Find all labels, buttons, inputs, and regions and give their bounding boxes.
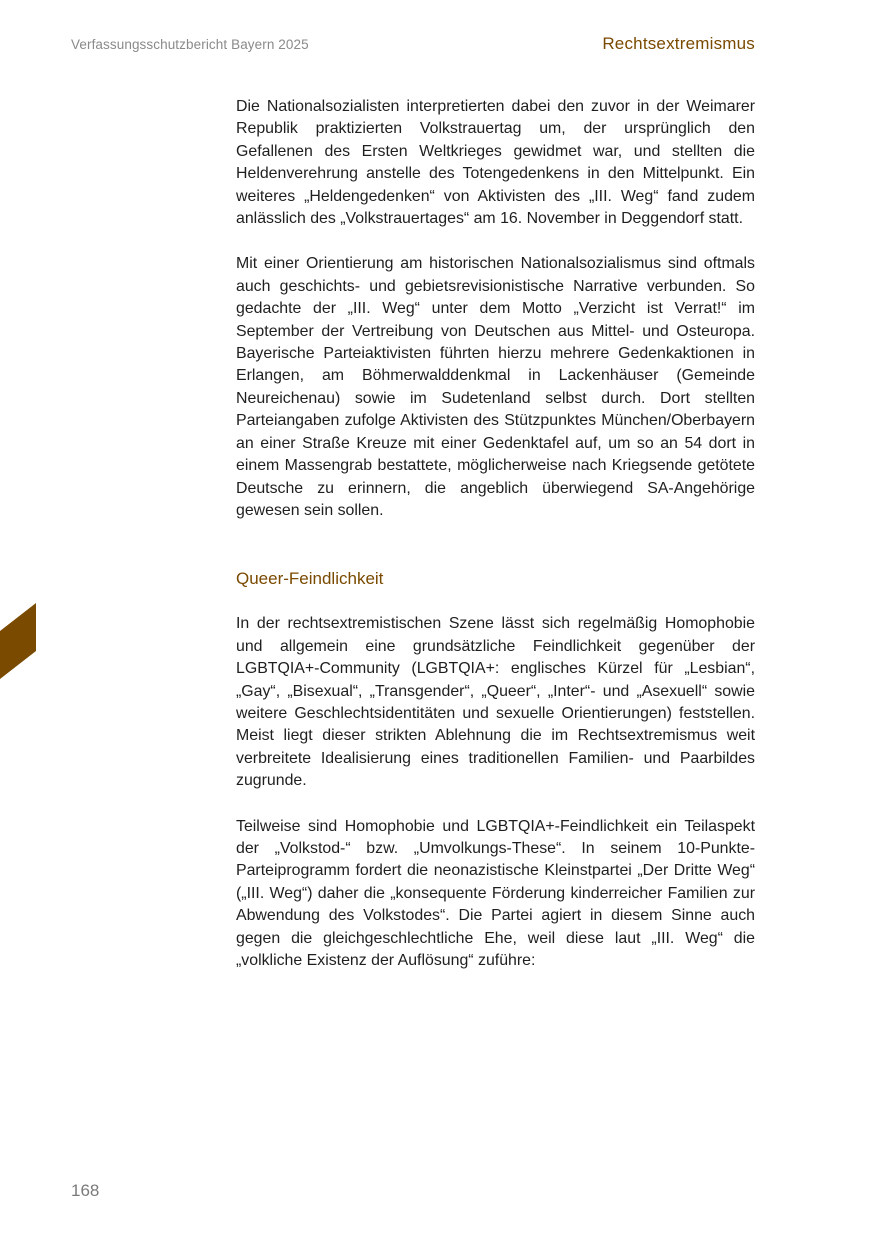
- page-number: 168: [71, 1181, 100, 1200]
- section-heading: Queer-Feindlichkeit: [236, 569, 384, 589]
- publication-title: Verfassungsschutzbericht Bayern 2025: [71, 37, 309, 52]
- chapter-marker-shape: [0, 603, 36, 679]
- body-paragraph: Die Nationalsozialisten interpretierten dabei den zuvor in der Weimarer Republik praktizierten Volkstrauertag um, der ursprünglich den Gefallenen des Ersten Weltkrieges gewidmet war, und stellten die Heldenverehrung anstelle des Totengedenkens in den Mittelpunkt. Ein weiteres „Heldengedenken“ von Aktivisten des „III. Weg“ fand zudem anlässlich des „Volkstrauertages“ am 16. November in Deggendorf statt.: [236, 98, 755, 228]
- chapter-title: Rechtsextremismus: [602, 34, 755, 53]
- body-paragraph: Teilweise sind Homophobie und LGBTQIA+-Feindlichkeit ein Teilaspekt der „Volkstod-“ bzw. „Umvolkungs-These“. In seinem 10-Punkte-Parteiprogramm fordert die neonazistische Kleinstpartei „Der Dritte Weg“ („III. Weg“) daher die „konsequente Förderung kinderreicher Familien zur Abwendung des Volkstodes“. Die Partei agiert in diesem Sinne auch gegen die gleichgeschlechtliche Ehe, weil diese laut „III. Weg“ die „volkliche Existenz der Auflösung“ zuführe:: [236, 817, 755, 969]
- body-paragraph: Mit einer Orientierung am historischen Nationalsozialismus sind oftmals auch geschichts- und gebietsrevisionistische Narrative verbunden. So gedachte der „III. Weg“ unter dem Motto „Verzicht ist Verrat!“ im September der Vertreibung von Deutschen aus Mittel- und Osteuropa. Bayerische Parteiaktivisten führten hierzu mehrere Gedenkaktionen in Erlangen, am Böhmerwalddenkmal in Lackenhäuser (Gemeinde Neureichenau) sowie im Sudetenland selbst durch. Dort stellten Parteiangaben zufolge Aktivisten des Stützpunktes München/Oberbayern an einer Straße Kreuze mit einer Gedenktafel auf, um so an 54 dort in einem Massengrab bestattete, möglicherweise nach Kriegsende getötete Deutsche zu erinnern, die angeblich überwiegend SA-Angehörige gewesen sein sollen.: [236, 255, 755, 519]
- body-paragraph: In der rechtsextremistischen Szene lässt sich regelmäßig Homophobie und allgemein eine grundsätzliche Feindlichkeit gegenüber der LGBTQIA+-Community (LGBTQIA+: englisches Kürzel für „Lesbian“, „Gay“, „Bisexual“, „Transgender“, „Queer“, „Inter“- und „Asexuell“ sowie weitere Geschlechtsidentitäten und sexuelle Orientierungen) feststellen. Meist liegt dieser strikten Ablehnung die im Rechtsextremismus weit verbreitete Idealisierung eines traditionellen Familien- und Paarbildes zugrunde.: [236, 615, 755, 790]
- main-content: [236, 96, 755, 972]
- chapter-marker-polygon: [0, 603, 36, 679]
